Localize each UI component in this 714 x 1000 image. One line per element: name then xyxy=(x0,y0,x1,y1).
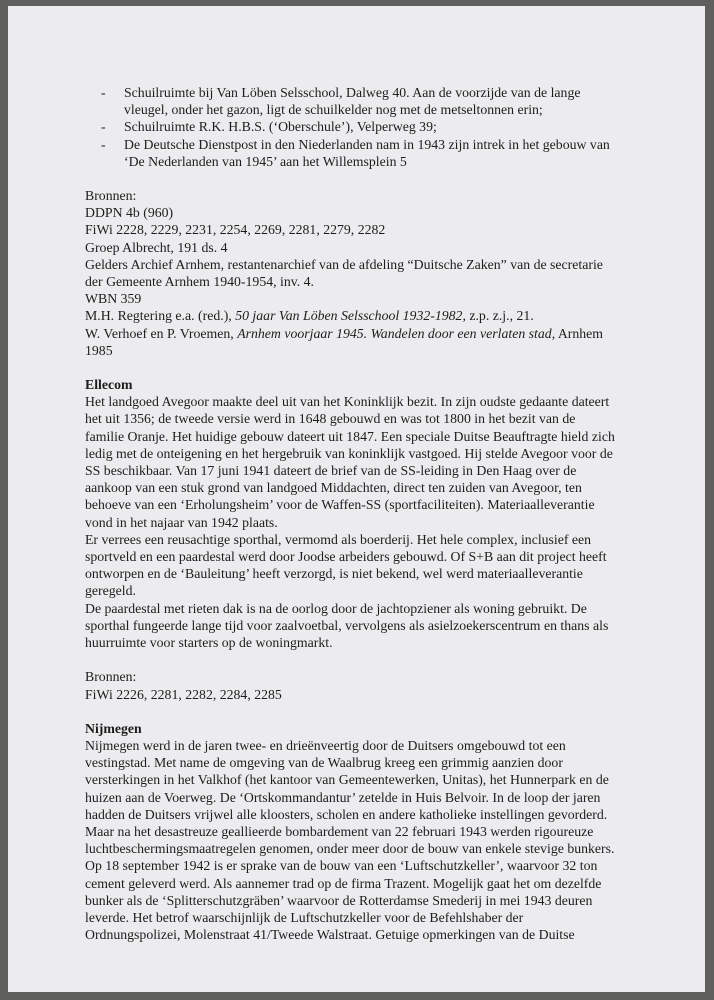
citation-prefix: W. Verhoef en P. Vroemen, xyxy=(85,325,238,341)
citation-title: 50 jaar Van Löben Selsschool 1932-1982 xyxy=(235,308,463,324)
source-line: FiWi 2226, 2281, 2282, 2284, 2285 xyxy=(85,686,282,702)
citation-title: Arnhem voorjaar 1945. Wandelen door een verlaten stad xyxy=(237,325,552,341)
source-line: Groep Albrecht, 191 ds. 4 xyxy=(85,239,228,255)
citation-suffix: , Arnhem 1985 xyxy=(85,325,604,358)
section-heading-ellecom: Ellecom xyxy=(85,377,133,393)
list-item-text: De Deutsche Dienstpost in den Niederlanden nam in 1943 zijn intrek in het gebouw van ‘De Nederlanden van 1945’ aan het Willemsplein 5 xyxy=(124,136,610,169)
ellecom-paragraph: Er verrees een reusachtige sporthal, vermomd als boerderij. Het hele complex, inclusief een sportveld en een paardestal werd door Joodse arbeiders gebouwd. Of S+B aan dit project heeft ontworpen en de ‘Bauleitung’ heeft verzorgd, is niet bekend, wel werd materiaalleverantie geregeld. xyxy=(85,531,607,599)
citation-prefix: M.H. Regtering e.a. (red.), xyxy=(85,308,236,324)
document-page xyxy=(8,6,705,992)
list-item-text: Schuilruimte bij Van Löben Selsschool, Dalweg 40. Aan de voorzijde van de lange vleugel, onder het gazon, ligt de schuilkelder nog met de metseltonnen erin; xyxy=(124,85,581,118)
ellecom-paragraph: De paardestal met rieten dak is na de oorlog door de jachtopziener als woning gebruikt. De sporthal fungeerde lange tijd voor zaalvoetbal, vervolgens als asielzoekerscentrum en thans als huurruimte voor starters op de woningmarkt. xyxy=(85,600,609,651)
list-item-text: Schuilruimte R.K. H.B.S. (‘Oberschule’), Velperweg 39; xyxy=(124,119,437,135)
citation-suffix: , z.p. z.j., 21. xyxy=(462,308,534,324)
shelter-list xyxy=(85,84,615,170)
ellecom-paragraph: Het landgoed Avegoor maakte deel uit van het Koninklijk bezit. In zijn oudste gedaante dateert het uit 1356; de tweede versie werd in 1648 gebouwd en was tot 1800 in het bezit van de familie Oranje. Het huidige gebouw dateert uit 1847. Een speciale Duitse Beauftragte hield zich ledig met de onteigening en het hergebruik van koninklijk vastgoed. Hij stelde Avegoor voor de SS beschikbaar. Van 17 juni 1941 dateert de brief van de SS-leiding in Den Haag over de aankoop van een stuk grond van landgoed Middachten, direct ten zuiden van Avegoor, ten behoeve van een ‘Erholungsheim’ voor de Waffen-SS (sportfaciliteiten). Materiaalleverantie vond in het najaar van 1942 plaats. xyxy=(85,394,615,530)
source-line: FiWi 2228, 2229, 2231, 2254, 2269, 2281, 2279, 2282 xyxy=(85,222,386,238)
source-line: WBN 359 xyxy=(85,291,142,307)
source-line: Gelders Archief Arnhem, restantenarchief van de afdeling “Duitsche Zaken” van de secretarie der Gemeente Arnhem 1940-1954, inv. 4. xyxy=(85,256,603,290)
sources-heading: Bronnen: xyxy=(85,669,137,685)
bullet-dash: - xyxy=(101,85,106,100)
list-item xyxy=(85,136,615,170)
nijmegen-paragraph: Nijmegen werd in de jaren twee- en drieënveertig door de Duitsers omgebouwd tot een vestingstad. Met name de omgeving van de Waalbrug kreeg een grimmig aanzien door versterkingen in het Valkhof (het kantoor van Gemeentewerken, Unitas), het Hunnerpark en de huizen aan de Voerweg. De ‘Ortskommandantur’ zetelde in Huis Belvoir. In de loop der jaren hadden de Duitsers vrijwel alle kloosters, scholen en andere katholieke instellingen gevorderd. Maar na het desastreuze geallieerde bombardement van 22 februari 1943 werden rigoureuze luchtbeschermingsmaatregelen genomen, onder meer door de bouw van enkele stevige bunkers. Op 18 september 1942 is er sprake van de bouw van een ‘Luftschutzkeller’, waarvoor 32 ton cement geleverd werd. Als aannemer trad op de firma Trazent. Mogelijk gaat het om dezelfde bunker als de ‘Splitterschutzgräben’ waarvoor de Rotterdamse Smederij in mei 1943 deuren leverde. Het betrof waarschijnlijk de Luftschutzkeller voor de Befehlshaber der Ordnungspolizei, Molenstraat 41/Tweede Walstraat. Getuige opmerkingen van de Duitse xyxy=(85,737,615,943)
section-heading-nijmegen: Nijmegen xyxy=(85,720,142,736)
sources-block xyxy=(85,187,615,359)
source-line-regtering xyxy=(85,307,615,324)
bullet-dash: - xyxy=(101,136,106,152)
list-item xyxy=(85,84,615,118)
list-item xyxy=(85,118,615,135)
sources-heading: Bronnen: xyxy=(85,188,137,204)
source-line: DDPN 4b (960) xyxy=(85,205,174,221)
source-line-verhoef xyxy=(85,325,615,359)
bullet-dash: - xyxy=(101,119,106,135)
